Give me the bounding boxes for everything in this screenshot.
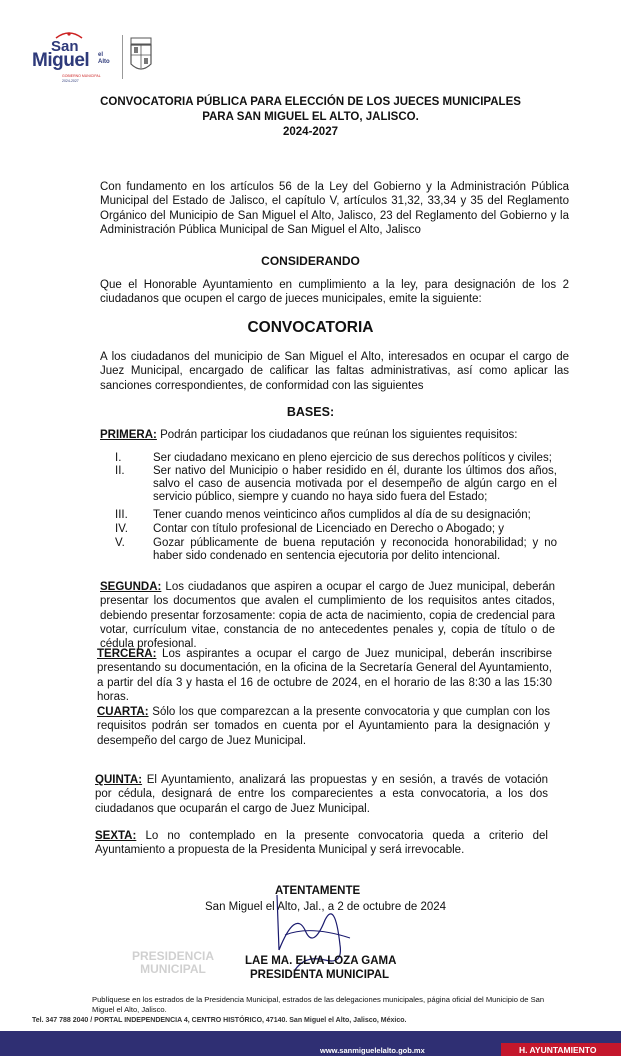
sexta-label: SEXTA:	[95, 830, 137, 842]
segunda-paragraph	[100, 580, 555, 651]
publication-note: Publíquese en los estrados de la Presidencia Municipal, estrados de las delegaciones municipales, página oficial del Municipio de San Miguel el Alto, Jalisco.	[92, 995, 545, 1014]
considerando-paragraph: Que el Honorable Ayuntamiento en cumplimiento a la ley, para designación de los 2 ciudadanos que ocupen el cargo de jueces municipales, emite la siguiente:	[100, 279, 569, 306]
logo-alto-text: Alto	[98, 59, 110, 65]
considerando-heading: CONSIDERANDO	[261, 254, 360, 268]
cuarta-text: Sólo los que comparezcan a la presente convocatoria y que cumplan con los requisitos podrán ser tomados en cuenta por el Ayuntamiento para la designación y desempeño del cargo de Juez Municipal.	[97, 706, 550, 747]
sexta-paragraph	[95, 829, 548, 858]
sexta-text: Lo no contemplado en la presente convocatoria queda a criterio del Ayuntamiento a propuesta de la Presidenta Municipal y será irrevocable.	[95, 830, 548, 857]
logo-el-text: el	[98, 52, 104, 58]
stamp-line2: MUNICIPAL	[140, 962, 206, 976]
primera-label: PRIMERA:	[100, 429, 157, 441]
footer-badge-text: H. AYUNTAMIENTO	[519, 1045, 597, 1055]
logo-miguel-text: Miguel	[32, 50, 90, 71]
tercera-text: Los aspirantes a ocupar el cargo de Juez municipal, deberán inscribirse presentando su documentación, en la oficina de la Secretaría General del Ayuntamiento, a partir del día 3 y hasta el 16 de octubre de 2024, en el horario de las 8:30 a las 15:30 horas.	[97, 648, 552, 703]
official-stamp	[118, 950, 228, 976]
quinta-text: El Ayuntamiento, analizará las propuestas y en sesión, a través de votación por cédula, designará de entre los comparecientes a esta convocatoria, a los dos ciudadanos que ocuparán el cargo de Juez Municipal.	[95, 774, 548, 815]
segunda-label: SEGUNDA:	[100, 581, 162, 593]
primera-text: Podrán participar los ciudadanos que reúnan los siguientes requisitos:	[156, 429, 518, 441]
signatory-name: LAE MA. ELVA LOZA GAMA	[245, 955, 397, 967]
quinta-label: QUINTA:	[95, 774, 143, 786]
bases-heading: BASES:	[286, 405, 335, 419]
signatory-title: PRESIDENTA MUNICIPAL	[250, 969, 390, 981]
convocatoria-heading: CONVOCATORIA	[247, 319, 374, 336]
logo-ornament-icon	[54, 30, 84, 40]
segunda-text: Los ciudadanos que aspiren a ocupar el cargo de Juez municipal, deberán presentar los documentos que avalen el cumplimiento de los requisitos antes citados, debiendo presentar forzosamente: copia de acta de nacimiento, copia de credencial para votar, currículum vitae, constancia de no antecedentes penales y, copia de título o de cédula profesional.	[100, 581, 555, 651]
logo-divider	[122, 35, 123, 79]
footer-website-link[interactable]: www.sanmiguelelalto.gob.mx	[320, 1046, 425, 1055]
footer-address: Tel. 347 788 2040 / PORTAL INDEPENDENCIA 4, CENTRO HISTÓRICO, 47140. San Miguel el Alto, Jalisco, México.	[32, 1017, 407, 1024]
document-title-line2: PARA SAN MIGUEL EL ALTO, JALISCO.	[202, 111, 419, 123]
list-item: II. Ser nativo del Municipio o haber residido en él, durante los últimos dos años, salvo el caso de ausencia motivada por el desempeño de algún cargo en el servicio público, siempre y cuando no haya sido fuera del Estado;	[115, 465, 557, 503]
footer-badge	[501, 1043, 621, 1056]
logo-subtitle: GOBIERNO MUNICIPAL	[62, 74, 101, 78]
place-date-text: San Miguel el Alto, Jal., a 2 de octubre de 2024	[205, 901, 447, 913]
tercera-label: TERCERA:	[97, 648, 157, 660]
list-item: I. Ser ciudadano mexicano en pleno ejercicio de sus derechos políticos y civiles;	[115, 452, 552, 464]
tercera-paragraph	[97, 647, 552, 704]
primera-paragraph	[100, 428, 569, 442]
cuarta-paragraph	[97, 705, 550, 748]
coat-of-arms-icon	[128, 36, 154, 76]
list-item: V. Gozar públicamente de buena reputación y reconocida honorabilidad; y no haber sido condenado en sentencia ejecutoria por delito intencional.	[115, 537, 557, 562]
requirements-list	[115, 452, 557, 572]
municipal-logo	[32, 30, 152, 90]
list-item: III. Tener cuando menos veinticinco años cumplidos al día de su designación;	[115, 509, 531, 521]
stamp-line1: PRESIDENCIA	[131, 949, 214, 963]
convocatoria-paragraph: A los ciudadanos del municipio de San Miguel el Alto, interesados en ocupar el cargo de Juez Municipal, encargado de calificar las faltas administrativas, así como aplicar las sanciones correspondientes, de conformidad con las siguientes	[100, 351, 569, 392]
logo-period: 2024-2027	[62, 79, 79, 83]
logo-san-text: San	[51, 38, 79, 55]
document-title-period: 2024-2027	[283, 126, 338, 138]
list-item: IV. Contar con título profesional de Licenciado en Derecho o Abogado; y	[115, 523, 504, 535]
quinta-paragraph	[95, 773, 548, 816]
atentamente-text: ATENTAMENTE	[275, 885, 361, 897]
document-title-line1: CONVOCATORIA PÚBLICA PARA ELECCIÓN DE LOS JUECES MUNICIPALES	[100, 96, 521, 108]
cuarta-label: CUARTA:	[97, 706, 149, 718]
legal-basis-paragraph: Con fundamento en los artículos 56 de la Ley del Gobierno y la Administración Pública Municipal del Estado de Jalisco, el capítulo V, artículos 31,32, 33,34 y 35 del Reglamento Orgánico del Municipio de San Miguel el Alto, Jalisco, 23 del Reglamento del Gobierno y la Administración Pública Municipal de San Miguel el Alto, Jalisco	[100, 181, 569, 236]
